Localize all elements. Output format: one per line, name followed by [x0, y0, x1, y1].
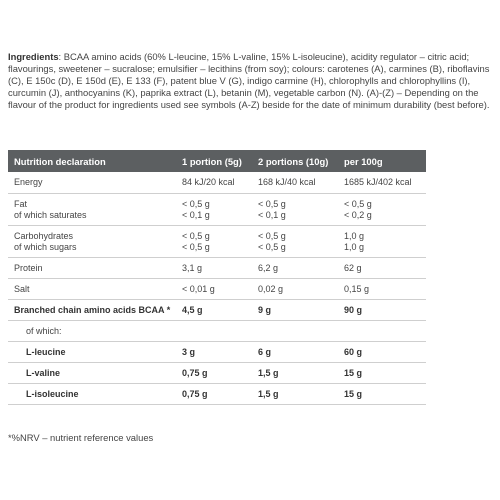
- energy-2-portions: 168 kJ/40 kcal: [252, 172, 338, 193]
- empty-cell: [176, 320, 252, 341]
- row-label-energy: Energy: [8, 172, 176, 193]
- energy-per-100g: 1685 kJ/402 kcal: [338, 172, 426, 193]
- table-row: [8, 172, 426, 193]
- leucine-1-portion: 3 g: [176, 341, 252, 362]
- table-row: [8, 362, 426, 383]
- valine-per-100g: 15 g: [338, 362, 426, 383]
- ingredients-label: Ingredients: [8, 51, 59, 62]
- sugars-value: < 0,5 g: [258, 241, 286, 252]
- row-label-salt: Salt: [8, 278, 176, 299]
- isoleucine-1-portion: 0,75 g: [176, 383, 252, 404]
- nutrition-table: [8, 150, 426, 405]
- row-label-leucine: L-leucine: [8, 341, 176, 362]
- header-2-portions: 2 portions (10g): [258, 155, 329, 167]
- footnote: *%NRV – nutrient reference values: [8, 432, 154, 443]
- table-row: [8, 299, 426, 320]
- header-nutrition-declaration: Nutrition declaration: [14, 155, 106, 167]
- saturates-value: < 0,1 g: [182, 209, 210, 220]
- table-row: [8, 278, 426, 299]
- header-1-portion: 1 portion (5g): [182, 155, 242, 167]
- fat-value: < 0,5 g: [258, 198, 286, 209]
- empty-cell: [252, 320, 338, 341]
- sugars-value: 1,0 g: [344, 241, 365, 252]
- salt-1-portion: < 0,01 g: [176, 278, 252, 299]
- table-row: [8, 225, 426, 257]
- carbs-2-portions: [252, 225, 338, 257]
- ingredients-paragraph: [8, 51, 494, 111]
- saturates-value: < 0,2 g: [344, 209, 372, 220]
- leucine-2-portions: 6 g: [252, 341, 338, 362]
- table-row: [8, 383, 426, 404]
- fat-value: < 0,5 g: [182, 198, 210, 209]
- row-label-protein: Protein: [8, 257, 176, 278]
- saturates-value: < 0,1 g: [258, 209, 286, 220]
- fat-per-100g: [338, 193, 426, 225]
- empty-cell: [338, 320, 426, 341]
- table-row: [8, 193, 426, 225]
- isoleucine-2-portions: 1,5 g: [252, 383, 338, 404]
- row-label-valine: L-valine: [8, 362, 176, 383]
- energy-1-portion: 84 kJ/20 kcal: [176, 172, 252, 193]
- carbohydrates-label: Carbohydrates: [14, 230, 74, 241]
- saturates-label: of which saturates: [14, 209, 87, 220]
- table-header-row: [8, 150, 426, 172]
- salt-per-100g: 0,15 g: [338, 278, 426, 299]
- fat-2-portions: [252, 193, 338, 225]
- bcaa-1-portion: 4,5 g: [176, 299, 252, 320]
- protein-2-portions: 6,2 g: [252, 257, 338, 278]
- protein-per-100g: 62 g: [338, 257, 426, 278]
- isoleucine-per-100g: 15 g: [338, 383, 426, 404]
- row-label-of-which: of which:: [8, 320, 176, 341]
- table-row: [8, 341, 426, 362]
- sugars-value: < 0,5 g: [182, 241, 210, 252]
- carbs-per-100g: [338, 225, 426, 257]
- row-label-carbohydrates: [8, 225, 176, 257]
- carbs-value: < 0,5 g: [182, 230, 210, 241]
- bcaa-per-100g: 90 g: [338, 299, 426, 320]
- fat-value: < 0,5 g: [344, 198, 372, 209]
- header-per-100g: per 100g: [344, 155, 383, 167]
- ingredients-text: : BCAA amino acids (60% L-leucine, 15% L-valine, 15% L-isoleucine), acidity regulator – citric acid; flavourings, sweetener – sucralose; emulsifier – lecithins (from soy); colours: carotenes (A), carmines (B), riboflavins (C), E 150c (D), E 150d (E), E 133 (F), patent blue V (G), indigo carmine (H), chlorophylls and chlorophyllins (I), curcumin (J), anthocyanins (K), paprika extract (L), betanin (M), vegetable carbon (N). (A)-(Z) – Depending on the flavour of the product for ingredients used see symbols (A-Z) beside for the date of minimum durability (best before).: [8, 51, 490, 110]
- row-label-bcaa: Branched chain amino acids BCAA *: [8, 299, 176, 320]
- leucine-per-100g: 60 g: [338, 341, 426, 362]
- protein-1-portion: 3,1 g: [176, 257, 252, 278]
- fat-label: Fat: [14, 198, 28, 209]
- fat-1-portion: [176, 193, 252, 225]
- row-label-isoleucine: L-isoleucine: [8, 383, 176, 404]
- carbs-value: 1,0 g: [344, 230, 365, 241]
- bcaa-2-portions: 9 g: [252, 299, 338, 320]
- sugars-label: of which sugars: [14, 241, 77, 252]
- salt-2-portions: 0,02 g: [252, 278, 338, 299]
- carbs-value: < 0,5 g: [258, 230, 286, 241]
- valine-1-portion: 0,75 g: [176, 362, 252, 383]
- table-row: [8, 257, 426, 278]
- valine-2-portions: 1,5 g: [252, 362, 338, 383]
- table-row: [8, 320, 426, 341]
- row-label-fat: [8, 193, 176, 225]
- carbs-1-portion: [176, 225, 252, 257]
